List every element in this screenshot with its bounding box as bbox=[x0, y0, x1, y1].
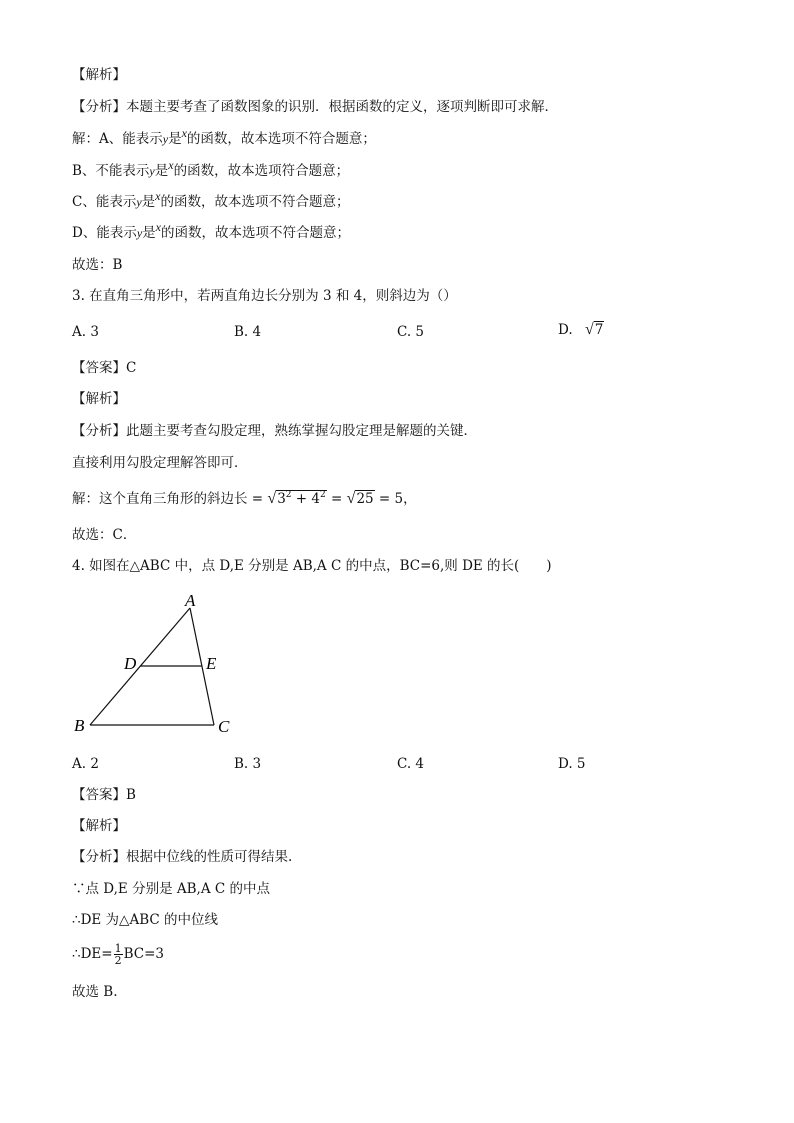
label-e: E bbox=[206, 654, 217, 673]
q2-line-d-mid: 是 bbox=[142, 225, 156, 241]
q3-jiexi-heading: 【解析】 bbox=[72, 391, 126, 407]
q2-line-c-mid: 是 bbox=[141, 194, 156, 210]
q2-line-c-pre: C、能表示 bbox=[72, 194, 137, 210]
q3-option-d bbox=[558, 321, 604, 339]
q3-option-b: B. 4 bbox=[234, 324, 262, 340]
q4-step1: ∵点 D,E 分别是 AB,A C 的中点 bbox=[72, 881, 270, 897]
fraction-denominator: 2 bbox=[114, 954, 122, 967]
q4-option-a: A. 2 bbox=[72, 756, 99, 772]
var-x: x bbox=[155, 189, 161, 203]
q2-line-d-pre: D、能表示 bbox=[72, 225, 137, 241]
var-y: y bbox=[162, 132, 169, 146]
sqrt-symbol: √7 bbox=[584, 321, 604, 338]
q4-option-d: D. 5 bbox=[558, 756, 586, 772]
q2-line-d-post: 的函数，故本选项不符合题意； bbox=[160, 225, 350, 241]
q3-choice: 故选：C． bbox=[72, 527, 137, 543]
q3-sol-result: 5 bbox=[394, 491, 404, 507]
q3-sol-radicand2: 25 bbox=[356, 491, 374, 507]
var-x: x bbox=[155, 220, 161, 234]
q2-choice: 故选：B bbox=[72, 257, 123, 273]
var-y: y bbox=[136, 226, 143, 240]
q3-option-a: A. 3 bbox=[72, 324, 99, 340]
q2-line-c bbox=[72, 189, 350, 211]
var-x: x bbox=[181, 126, 187, 140]
q4-option-b: B. 3 bbox=[234, 756, 262, 772]
label-c: C bbox=[218, 717, 230, 736]
q3-solution: 解：这个直角三角形的斜边长 = $√3^2 + 4^2 = √25 = 5$， bbox=[72, 490, 417, 507]
q4-stem: 4. 如图在△ABC 中，点 D,E 分别是 AB,A C 的中点，BC=6,则 DE 的长( ) bbox=[72, 558, 552, 574]
q4-answer: 【答案】B bbox=[72, 787, 136, 803]
q4-step3-post: BC=3 bbox=[123, 946, 164, 962]
q2-line-b bbox=[72, 158, 350, 180]
q3-sol-exp: 2 bbox=[320, 490, 326, 500]
q3-stem: 3. 在直角三角形中，若两直角边长分别为 3 和 4，则斜边为（） bbox=[72, 288, 457, 304]
q3-option-d-radicand: 7 bbox=[594, 322, 604, 338]
sqrt-symbol: $√3^2 + 4^2$ bbox=[267, 490, 326, 507]
label-b: B bbox=[74, 716, 85, 735]
q2-line-a bbox=[72, 126, 376, 148]
q4-choice: 故选 B. bbox=[72, 984, 118, 1000]
q2-line-b-pre: B、不能表示 bbox=[72, 163, 150, 179]
var-y: y bbox=[136, 195, 142, 209]
label-a: A bbox=[185, 591, 196, 610]
q4-jiexi-heading: 【解析】 bbox=[72, 818, 126, 834]
q2-line-a-pre: 解：A、能表示 bbox=[72, 131, 163, 147]
q4-step3 bbox=[72, 943, 164, 966]
q2-jiexi-heading: 【解析】 bbox=[72, 67, 126, 83]
q2-line-c-post: 的函数，故本选项不符合题意； bbox=[160, 194, 350, 210]
q3-option-c: C. 5 bbox=[397, 324, 425, 340]
sqrt-symbol: √25 bbox=[346, 490, 374, 507]
q3-fenxi: 【分析】此题主要考查勾股定理，熟练掌握勾股定理是解题的关键． bbox=[72, 423, 477, 439]
q2-line-a-mid: 是 bbox=[168, 131, 182, 147]
label-d: D bbox=[124, 654, 137, 673]
q3-method: 直接利用勾股定理解答即可． bbox=[72, 455, 248, 471]
q4-step3-pre: ∴DE= bbox=[72, 946, 113, 962]
q3-solution-pre: 解：这个直角三角形的斜边长 bbox=[72, 491, 248, 507]
q3-option-d-label: D. bbox=[558, 322, 573, 338]
q2-line-b-post: 的函数，故本选项符合题意； bbox=[173, 163, 350, 179]
q2-line-b-mid: 是 bbox=[154, 163, 169, 179]
q4-option-c: C. 4 bbox=[397, 756, 425, 772]
var-y: y bbox=[149, 164, 155, 178]
q3-sol-base1: 3 bbox=[277, 491, 286, 507]
q4-fenxi: 【分析】根据中位线的性质可得结果. bbox=[72, 849, 293, 865]
q2-line-d bbox=[72, 220, 350, 242]
triangle-figure bbox=[66, 590, 246, 740]
fraction-numerator: 1 bbox=[114, 942, 122, 955]
var-x: x bbox=[168, 158, 174, 172]
q2-line-a-post: 的函数，故本选项不符合题意； bbox=[186, 131, 376, 147]
q2-fenxi: 【分析】本题主要考查了函数图象的识别．根据函数的定义，逐项判断即可求解． bbox=[72, 99, 558, 115]
q3-sol-exp: 2 bbox=[285, 490, 292, 500]
q4-step2: ∴DE 为△ABC 的中位线 bbox=[72, 912, 218, 928]
q3-sol-base2: 4 bbox=[311, 491, 321, 507]
q3-answer: 【答案】C bbox=[72, 360, 137, 376]
fraction-half bbox=[114, 943, 123, 966]
